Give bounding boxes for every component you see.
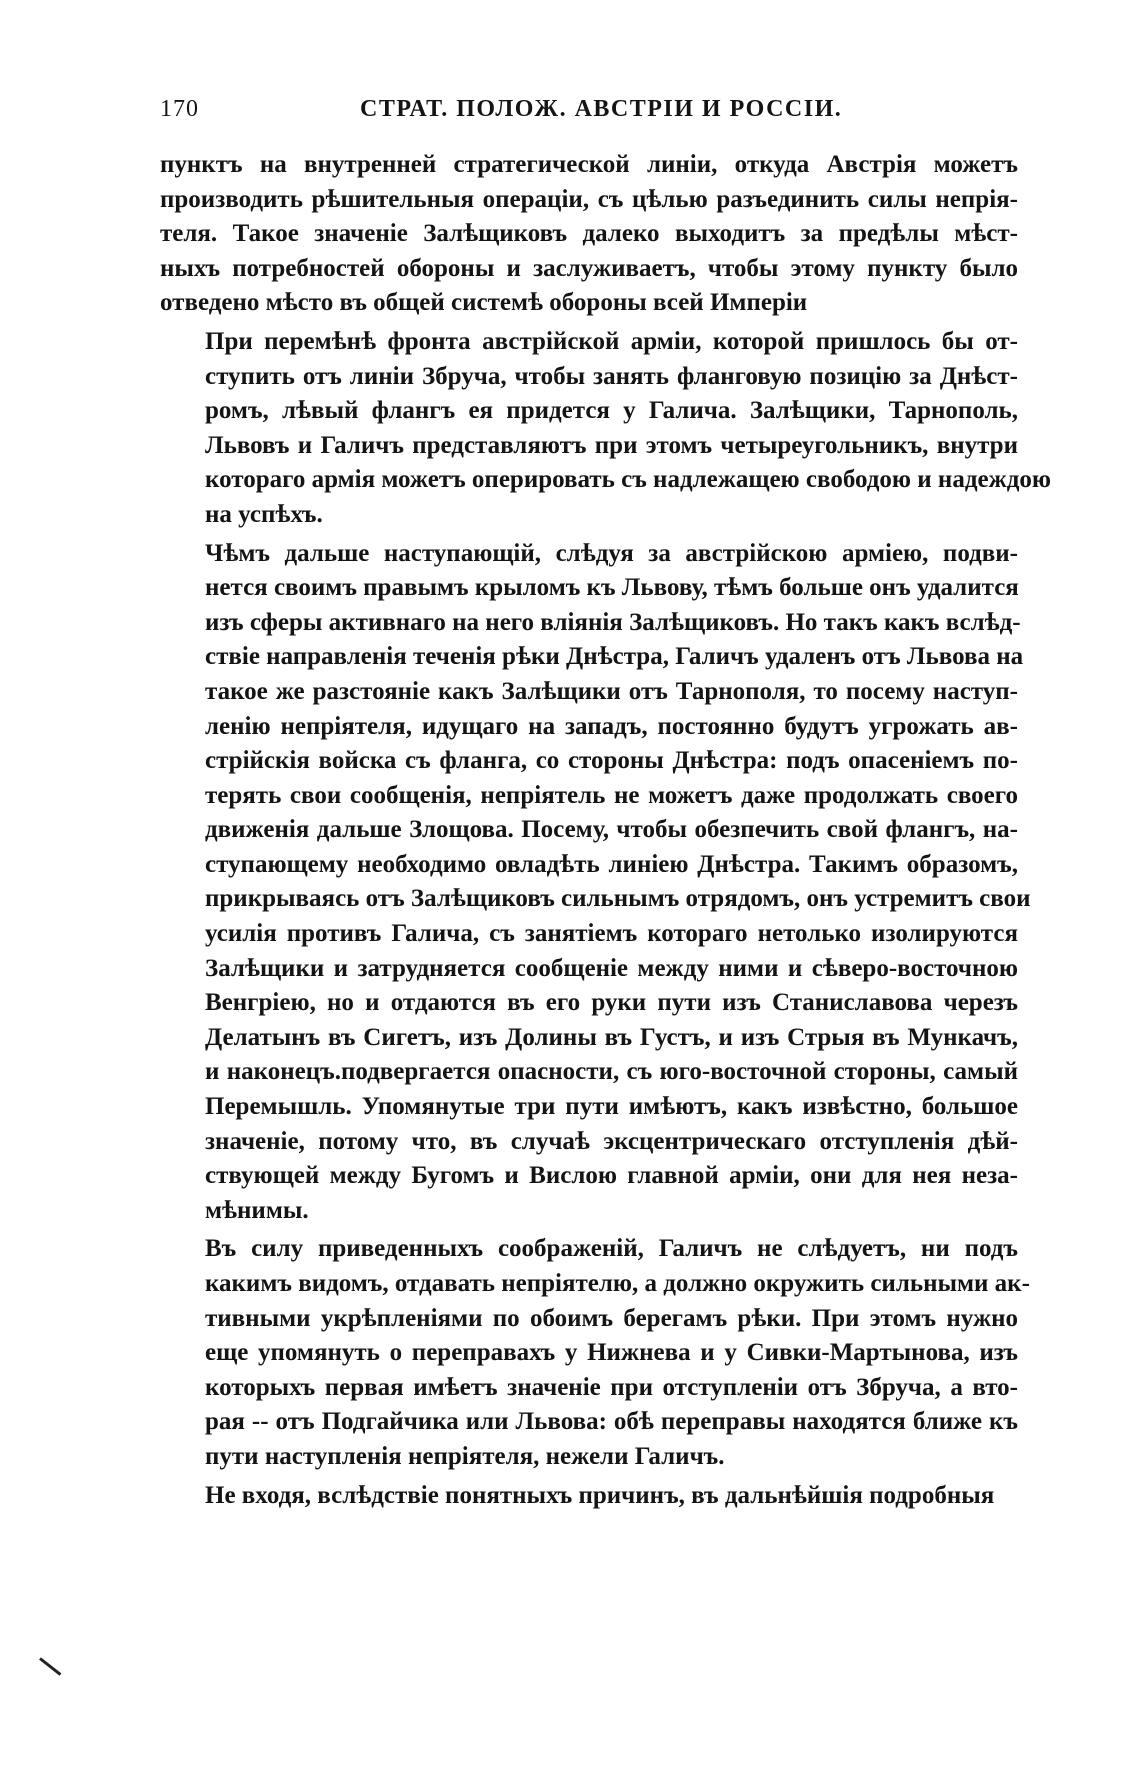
text-line: усилія противъ Галича, съ занятіемъ котораго нетолько изолируются bbox=[205, 920, 1018, 948]
text-line: Венгріею, но и отдаются въ его руки пути изъ Станиславова черезъ bbox=[205, 989, 1018, 1017]
text-line: и наконецъ.подвергается опасности, съ юго-восточной стороны, самый bbox=[205, 1058, 1018, 1086]
text-line: мѣнимы. bbox=[205, 1196, 309, 1224]
text-line: какимъ видомъ, отдавать непріятелю, а должно окружить сильными ак- bbox=[205, 1270, 1030, 1297]
page-number: 170 bbox=[160, 96, 199, 122]
text-line: значеніе, потому что, въ случаѣ эксцентрическаго отступленія дѣй- bbox=[205, 1127, 1018, 1155]
text-line: рая -- отъ Подгайчика или Львова: обѣ переправы находятся ближе къ bbox=[205, 1408, 1018, 1436]
running-title: СТРАТ. ПОЛОЖ. АВСТРІИ И РОССІИ. bbox=[360, 96, 843, 122]
text-line: Перемышль. Упомянутые три пути имѣютъ, какъ извѣстно, большое bbox=[205, 1093, 1018, 1121]
text-line: ступающему необходимо овладѣть линіею Днѣстра. Такимъ образомъ, bbox=[205, 850, 1018, 878]
text-line: ступить отъ линіи Збруча, чтобы занять фланговую позицію за Днѣст- bbox=[205, 362, 1018, 390]
text-line: При перемѣнѣ фронта австрійской арміи, которой пришлось бы от- bbox=[205, 327, 1018, 355]
text-line: пути наступленія непріятеля, нежели Галичъ. bbox=[205, 1442, 725, 1470]
page-header bbox=[160, 96, 1020, 136]
text-line: стрійскія войска съ фланга, со стороны Днѣстра: подъ опасеніемъ по- bbox=[205, 747, 1018, 775]
text-line: Львовъ и Галичъ представляютъ при этомъ четыреугольникъ, внутри bbox=[205, 431, 1018, 459]
text-line: Въ силу приведенныхъ соображеній, Галичъ не слѣдуетъ, ни подъ bbox=[205, 1235, 1018, 1263]
text-line: нется своимъ правымъ крыломъ къ Львову, тѣмъ больше онъ удалится bbox=[205, 574, 1019, 602]
paragraph bbox=[160, 148, 1018, 321]
text-line: производить рѣшительныя операціи, съ цѣлью разъединить силы непрія- bbox=[160, 185, 1018, 213]
text-line: ныхъ потребностей обороны и заслуживаетъ, чтобы этому пункту было bbox=[160, 254, 1018, 282]
body-text bbox=[160, 148, 1051, 1517]
paragraph bbox=[160, 537, 1031, 1229]
text-line: еще упомянуть о переправахъ у Нижнева и у Сивки-Мартынова, изъ bbox=[205, 1339, 1018, 1367]
text-line: тивными укрѣпленіями по обоимъ берегамъ рѣки. При этомъ нужно bbox=[205, 1304, 1018, 1332]
stray-pen-mark bbox=[39, 1657, 61, 1675]
text-line: прикрываясь отъ Залѣщиковъ сильнымъ отрядомъ, онъ устремитъ свои bbox=[205, 885, 1031, 913]
text-line: Залѣщики и затрудняется сообщеніе между ними и сѣверо-восточною bbox=[205, 954, 1018, 982]
text-line: теля. Такое значеніе Залѣщиковъ далеко выходитъ за предѣлы мѣст- bbox=[160, 220, 1018, 248]
paragraph bbox=[160, 1479, 1018, 1514]
text-line: котораго армія можетъ оперировать съ надлежащею свободою и надеждою bbox=[205, 466, 1051, 494]
text-line: ствіе направленія теченія рѣки Днѣстра, Галичъ удаленъ отъ Львова на bbox=[205, 643, 1024, 671]
text-line: ленію непріятеля, идущаго на западъ, постоянно будутъ угрожать ав- bbox=[205, 712, 1018, 740]
text-line: такое же разстояніе какъ Залѣщики отъ Тарнополя, то посему наступ- bbox=[205, 677, 1018, 705]
text-line: ствующей между Бугомъ и Вислою главной арміи, они для нея неза- bbox=[205, 1162, 1018, 1190]
text-line: изъ сферы активнаго на него вліянія Залѣщиковъ. Но такъ какъ вслѣд- bbox=[205, 608, 1021, 636]
text-line: терять свои сообщенія, непріятель не можетъ даже продолжать своего bbox=[205, 781, 1018, 809]
text-line: Делатынъ въ Сигетъ, изъ Долины въ Густъ, и изъ Стрыя въ Мункачъ, bbox=[205, 1023, 1018, 1051]
paragraph bbox=[160, 1232, 1030, 1474]
text-line: Не входя, вслѣдствіе понятныхъ причинъ, въ дальнѣйшія подробныя bbox=[205, 1481, 995, 1509]
paragraph bbox=[160, 325, 1051, 533]
text-line: отведено мѣсто въ общей системѣ обороны всей Имперіи bbox=[160, 289, 808, 317]
text-line: которыхъ первая имѣетъ значеніе при отступленіи отъ Збруча, а вто- bbox=[205, 1373, 1018, 1401]
text-line: движенія дальше Злощова. Посему, чтобы обезпечить свой флангъ, на- bbox=[205, 816, 1018, 844]
text-line: пунктъ на внутренней стратегической линіи, откуда Австрія можетъ bbox=[160, 151, 1018, 178]
text-line: ромъ, лѣвый флангъ ея придется у Галича. Залѣщики, Тарнополь, bbox=[205, 397, 1018, 425]
text-line: Чѣмъ дальше наступающій, слѣдуя за австрійскою арміею, подви- bbox=[205, 539, 1018, 567]
text-line: на успѣхъ. bbox=[205, 500, 323, 528]
